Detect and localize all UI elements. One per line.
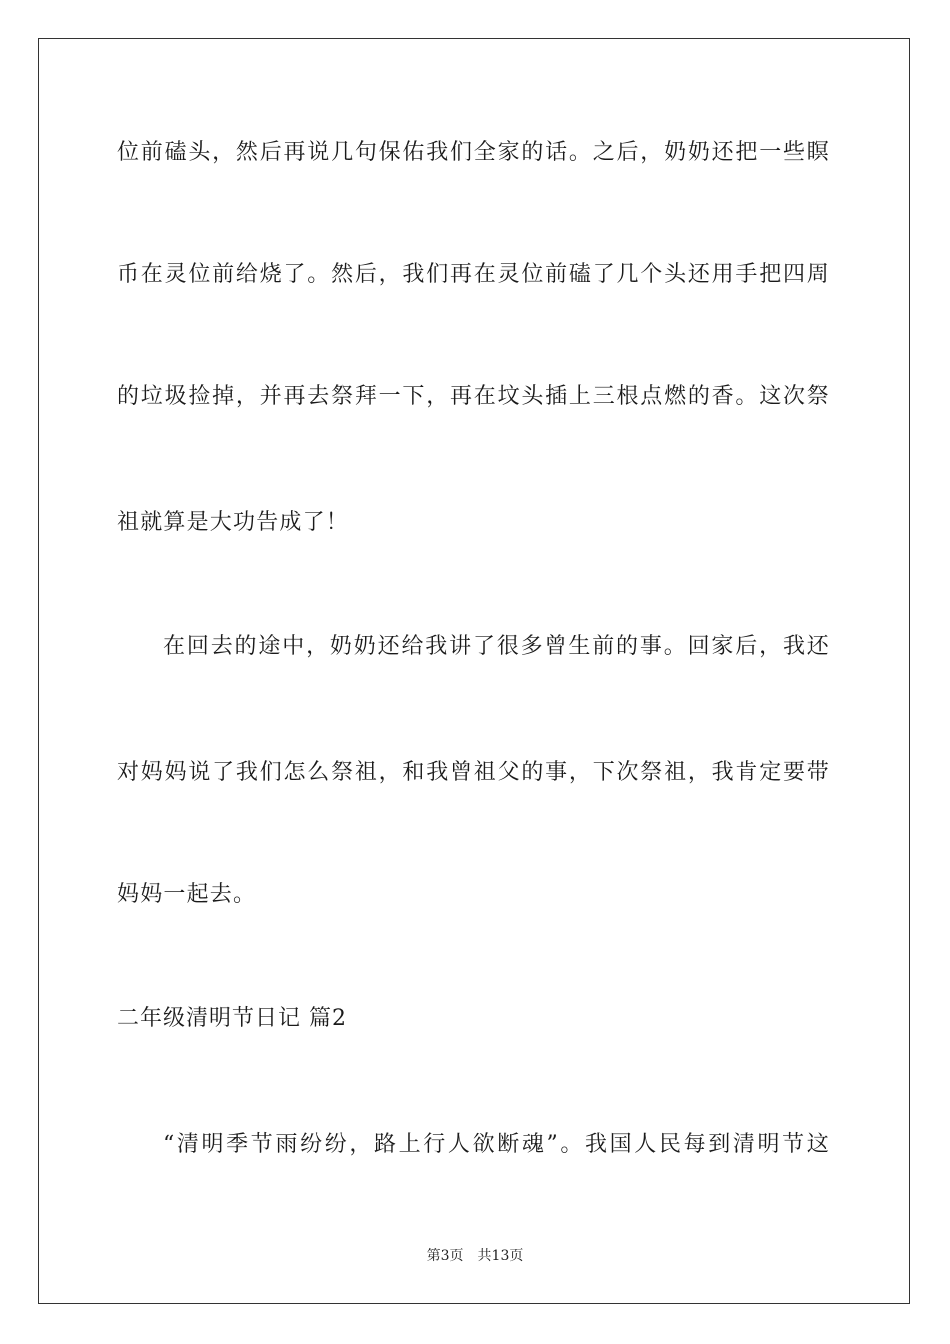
body-line-5: 在回去的途中，奶奶还给我讲了很多曾生前的事。回家后，我还 [163,634,830,659]
body-line-3: 的垃圾捡掉，并再去祭拜一下，再在坟头插上三根点燃的香。这次祭 [117,384,830,409]
body-line-1: 位前磕头，然后再说几句保佑我们全家的话。之后，奶奶还把一些瞑 [117,140,830,165]
page-border [38,38,910,1304]
page-footer [0,1246,950,1266]
section-body-line-1: “清明季节雨纷纷，路上行人欲断魂”。我国人民每到清明节这 [163,1132,830,1157]
body-line-7: 妈妈一起去。 [117,882,257,907]
body-line-6: 对妈妈说了我们怎么祭祖，和我曾祖父的事，下次祭祖，我肯定要带 [117,760,830,785]
section-heading: 二年级清明节日记 篇2 [117,1006,347,1031]
body-line-2: 币在灵位前给烧了。然后，我们再在灵位前磕了几个头还用手把四周 [117,262,830,287]
page-number-current: 第3页 [426,1248,464,1264]
body-line-4: 祖就算是大功告成了！ [117,510,350,535]
page-number-total: 共13页 [477,1248,524,1264]
